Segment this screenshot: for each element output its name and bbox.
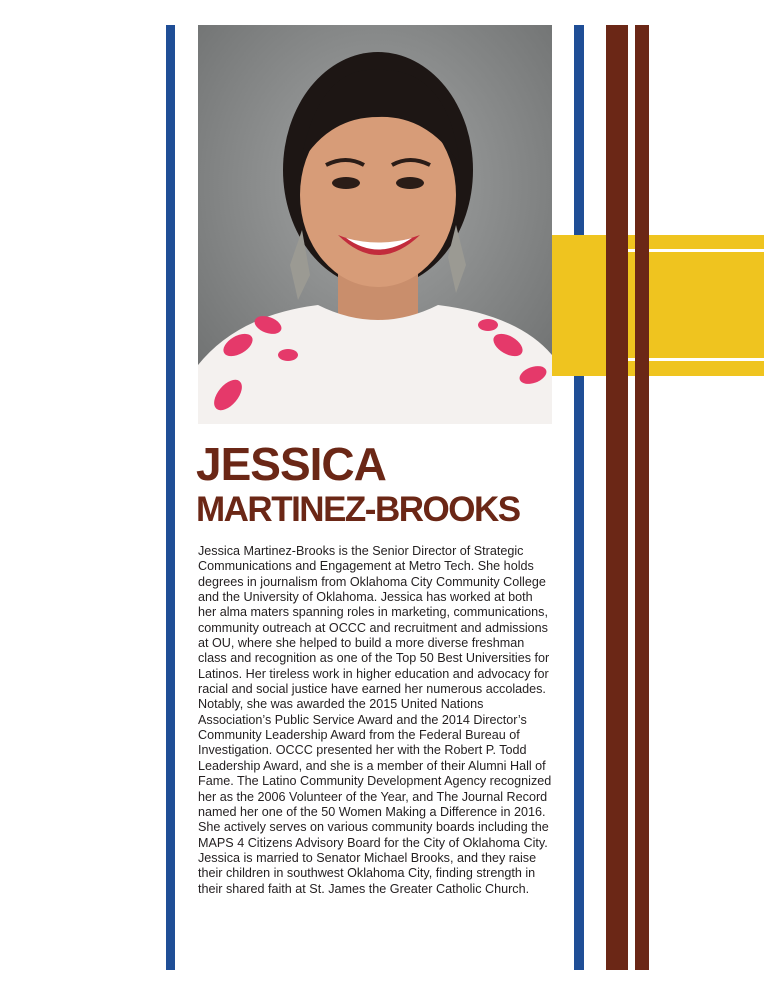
left-blue-stripe: [166, 25, 175, 970]
right-blue-stripe: [574, 25, 584, 970]
name-last: MARTINEZ-BROOKS: [196, 490, 520, 529]
brown-stripe-wide: [606, 25, 628, 970]
portrait-photo: [198, 25, 552, 424]
brown-stripe-narrow: [635, 25, 649, 970]
name-first: JESSICA: [196, 438, 386, 490]
yellow-accent-frame: [607, 249, 764, 361]
biography-text: Jessica Martinez-Brooks is the Senior Director of Strategic Communications and Engagement at Metro Tech. She holds degrees in journalism from Oklahoma City Community College and the University of Oklahoma. Jessica has worked at both her alma maters spanning roles in marketing, communications, community outreach at OCCC and recruitment and admissions at OU, where she helped to build a more diverse freshman class and recognition as one of the Top 50 Best Universities for Latinos. Her tireless work in higher education and advocacy for racial and social justice have earned her numerous accolades. Notably, she was awarded the 2015 United Nations Association’s Public Service Award and the 2014 Director’s Community Leadership Award from the Federal Bureau of Investigation. OCCC presented her with the Robert P. Todd Leadership Award, and she is a member of their Alumni Hall of Fame. The Latino Community Development Agency recognized her as the 2006 Volunteer of the Year, and The Journal Record named her one of the 50 Women Making a Difference in 2016. She actively serves on various community boards including the MAPS 4 Citizens Advisory Board for the City of Oklahoma City. Jessica is married to Senator Michael Brooks, and they raise their children in southwest Oklahoma City, finding strength in their shared faith at St. James the Greater Catholic Church.: [198, 544, 552, 896]
